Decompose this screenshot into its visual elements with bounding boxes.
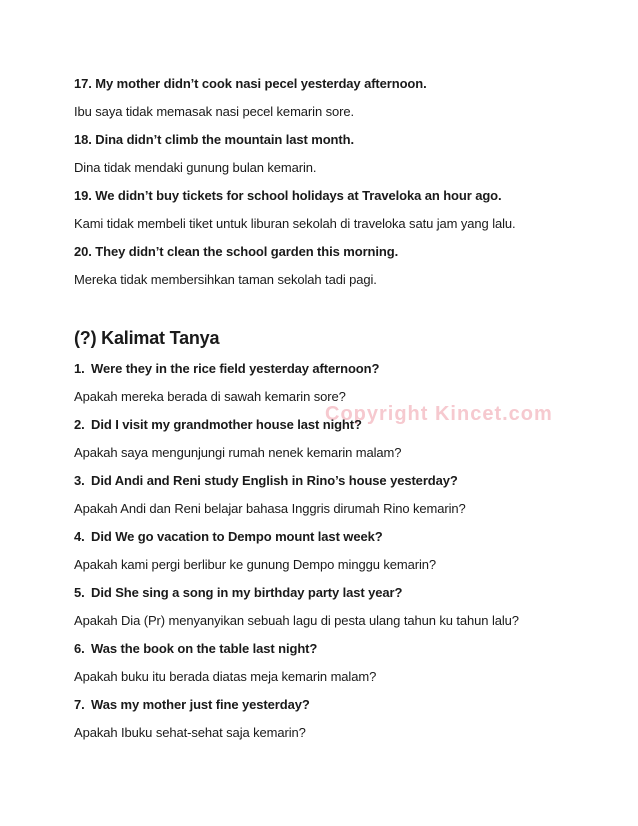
question-item-3-id: Apakah Andi dan Reni belajar bahasa Inggris dirumah Rino kemarin?	[74, 501, 466, 516]
copyright-watermark: Copyright Kincet.com	[325, 403, 553, 425]
question-item-6-en: 6. Was the book on the table last night?	[74, 641, 318, 656]
question-item-4-id: Apakah kami pergi berlibur ke gunung Dempo minggu kemarin?	[74, 557, 437, 572]
negative-item-18-en: 18. Dina didn’t climb the mountain last month.	[74, 132, 354, 147]
question-item-5-id: Apakah Dia (Pr) menyanyikan sebuah lagu di pesta ulang tahun ku tahun lalu?	[74, 613, 519, 628]
negative-item-19-id: Kami tidak membeli tiket untuk liburan sekolah di traveloka satu jam yang lalu.	[74, 216, 516, 231]
question-item-1-en: 1. Were they in the rice field yesterday afternoon?	[74, 361, 380, 376]
negative-item-20-id: Mereka tidak membersihkan taman sekolah tadi pagi.	[74, 272, 377, 287]
question-item-7-en: 7. Was my mother just fine yesterday?	[74, 697, 310, 712]
negative-item-17-id: Ibu saya tidak memasak nasi pecel kemarin sore.	[74, 104, 354, 119]
negative-item-20-en: 20. They didn’t clean the school garden this morning.	[74, 244, 399, 259]
negative-item-17-en: 17. My mother didn’t cook nasi pecel yesterday afternoon.	[74, 76, 427, 91]
question-item-1-id: Apakah mereka berada di sawah kemarin sore?	[74, 389, 346, 404]
question-item-5-en: 5. Did She sing a song in my birthday party last year?	[74, 585, 403, 600]
negative-item-19-en: 19. We didn’t buy tickets for school holidays at Traveloka an hour ago.	[74, 188, 502, 203]
question-item-6-id: Apakah buku itu berada diatas meja kemarin malam?	[74, 669, 377, 684]
section-heading-kalimat-tanya: (?) Kalimat Tanya	[74, 328, 220, 348]
question-item-2-id: Apakah saya mengunjungi rumah nenek kemarin malam?	[74, 445, 402, 460]
negative-item-18-id: Dina tidak mendaki gunung bulan kemarin.	[74, 160, 317, 175]
question-item-4-en: 4. Did We go vacation to Dempo mount last week?	[74, 529, 383, 544]
question-item-2-en: 2. Did I visit my grandmother house last night?	[74, 417, 362, 432]
question-item-3-en: 3. Did Andi and Reni study English in Rino’s house yesterday?	[74, 473, 458, 488]
question-item-7-id: Apakah Ibuku sehat-sehat saja kemarin?	[74, 725, 306, 740]
